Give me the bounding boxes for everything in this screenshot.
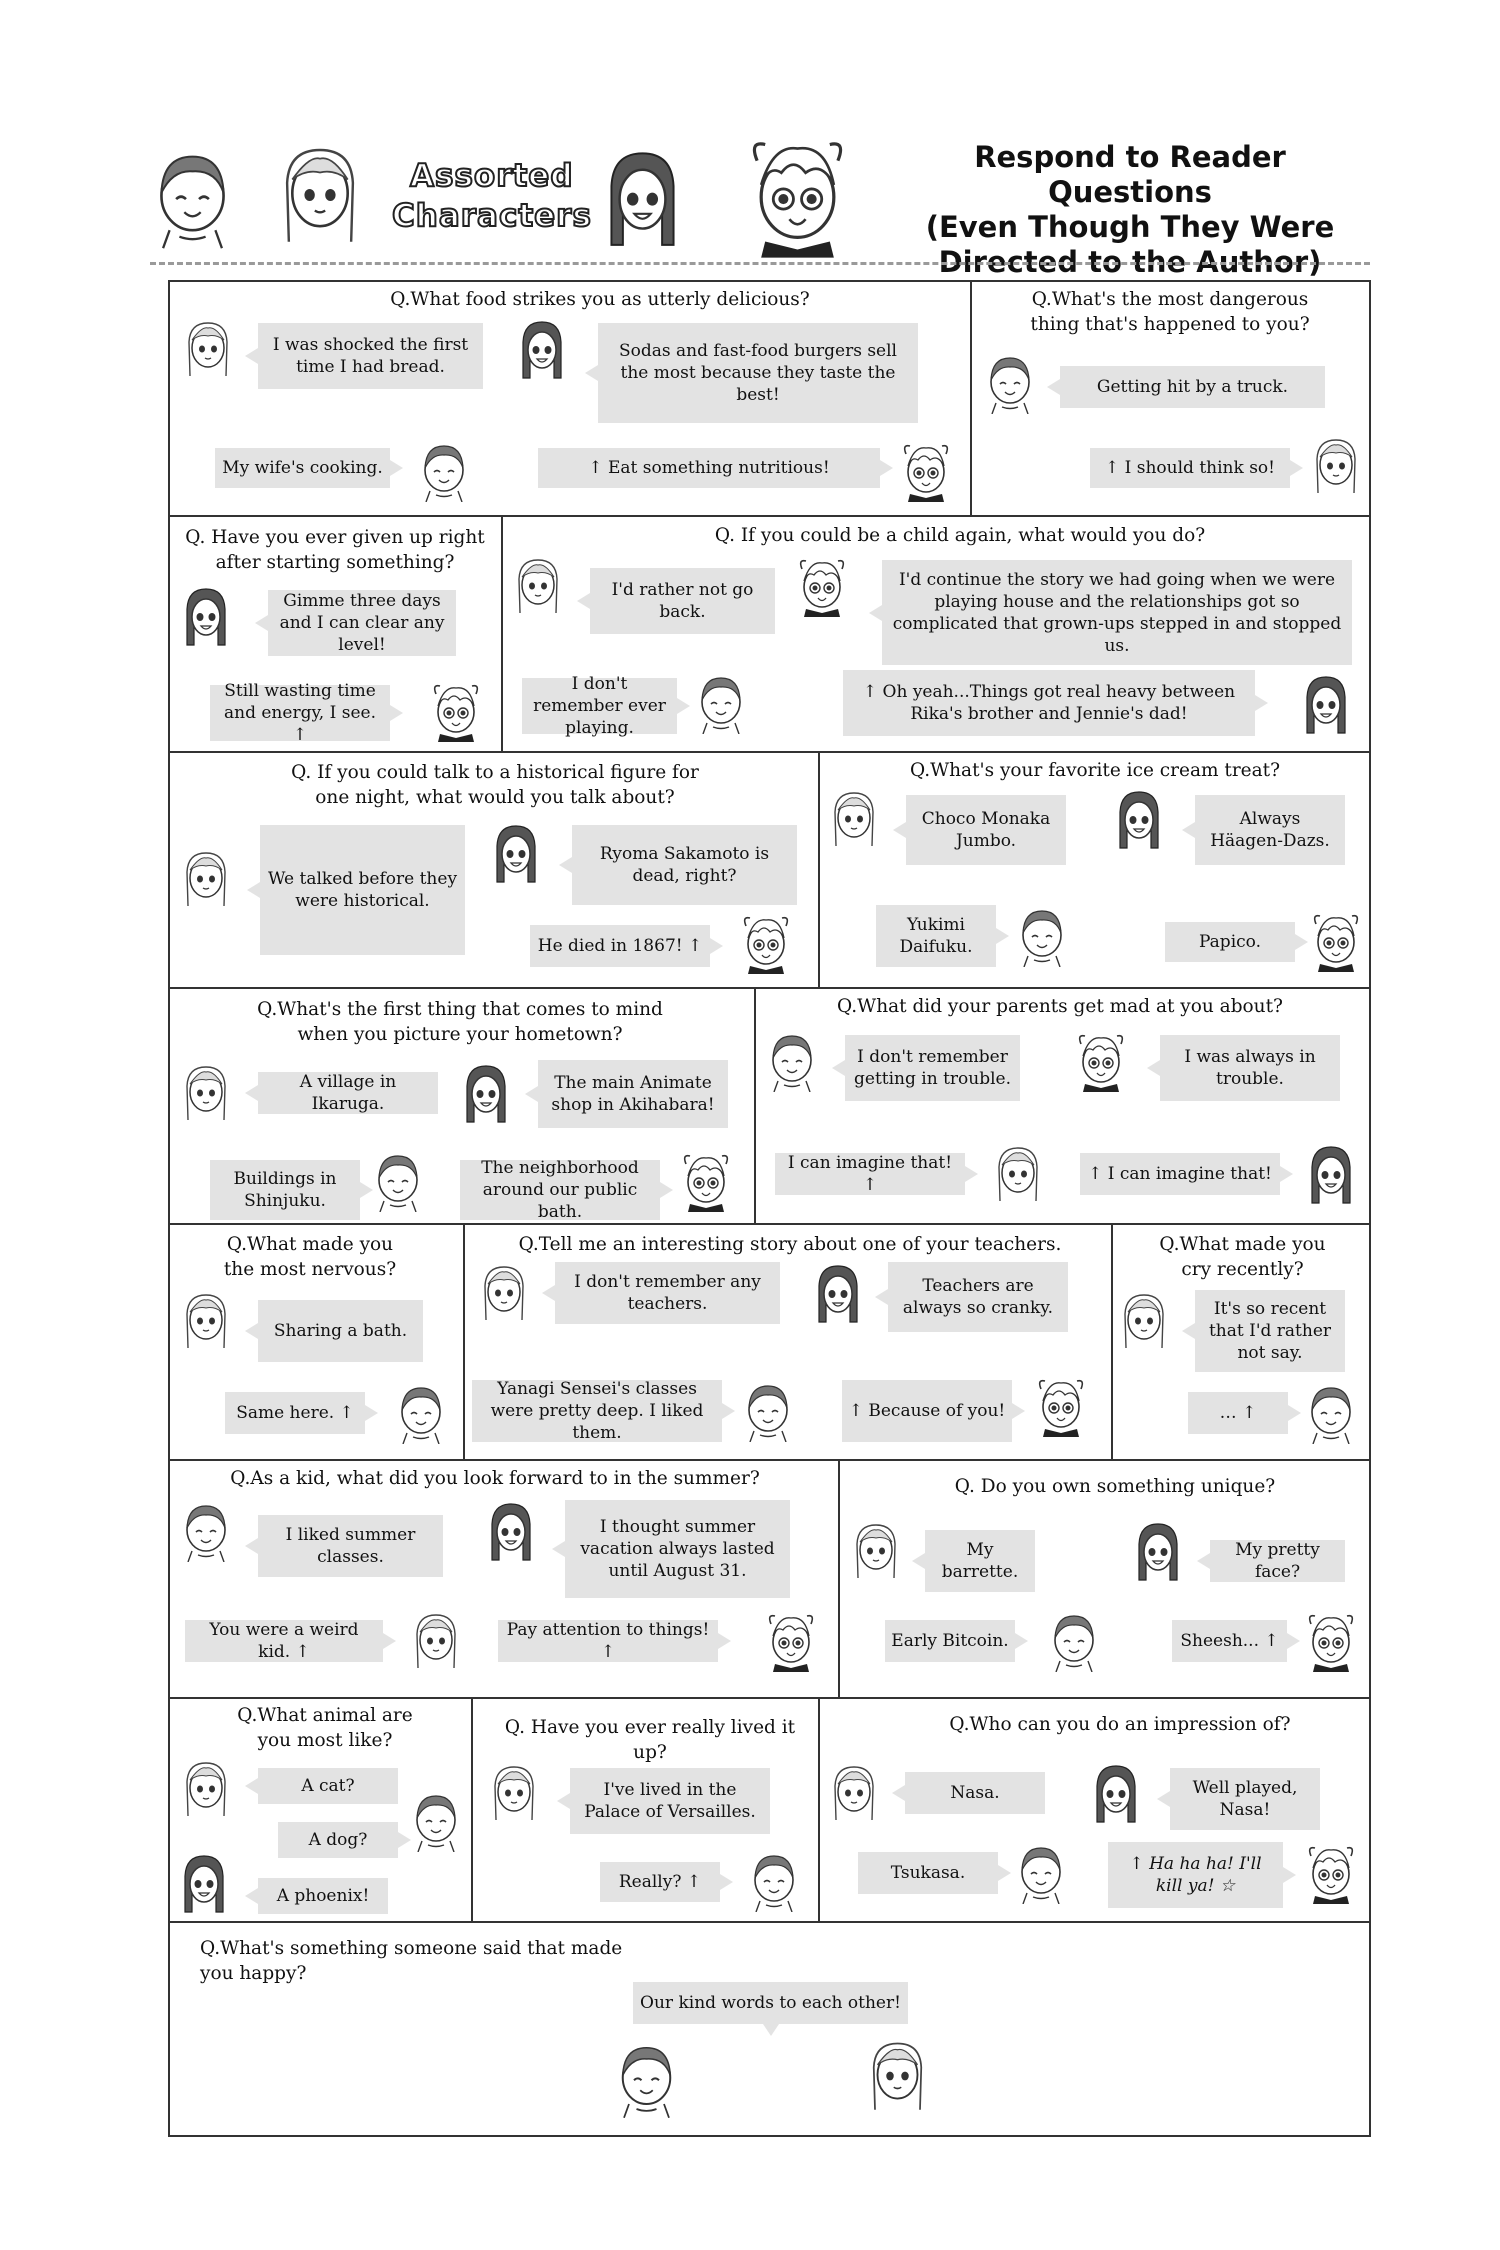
- speech-bubble: Papico.: [1165, 922, 1295, 962]
- question-13: Q. Do you own something unique?: [954, 1476, 1276, 1497]
- character-face: [180, 1062, 232, 1124]
- character-face: [1016, 905, 1068, 967]
- character-face: [478, 1262, 530, 1324]
- speech-bubble: The neighborhood around our public bath.: [460, 1160, 660, 1220]
- character-face: [984, 352, 1036, 414]
- question-7: Q.What's the first thing that comes to mind when you picture your hometown?: [257, 999, 663, 1045]
- question-3: Q. Have you ever given up right after starting something?: [185, 527, 485, 573]
- character-face: [1048, 1610, 1100, 1672]
- speech-bubble: Still wasting time and energy, I see. ↑: [210, 685, 390, 741]
- speech-bubble: ↑ Because of you!: [842, 1380, 1012, 1442]
- speech-bubble: ↑ Eat something nutritious!: [538, 448, 880, 488]
- speech-bubble: My wife's cooking.: [215, 448, 390, 488]
- character-face: [1305, 1382, 1357, 1444]
- character-face: [1310, 910, 1362, 972]
- character-face: [512, 555, 564, 617]
- question-8: Q.What did your parents get mad at you about?: [837, 996, 1283, 1017]
- speech-bubble: Well played, Nasa!: [1170, 1768, 1320, 1830]
- speech-bubble: I thought summer vacation always lasted until August 31.: [565, 1500, 790, 1598]
- character-face: [766, 1030, 818, 1092]
- speech-bubble: I can imagine that! ↑: [775, 1153, 965, 1195]
- question-5: Q. If you could talk to a historical figure for one night, what would you talk about?: [291, 762, 699, 808]
- question-11: Q.What made you cry recently?: [1159, 1234, 1326, 1280]
- question-9: Q.What made you the most nervous?: [223, 1234, 397, 1280]
- speech-bubble: Buildings in Shinjuku.: [210, 1160, 360, 1220]
- speech-bubble: We talked before they were historical.: [260, 825, 465, 955]
- header-character-4: [745, 130, 850, 260]
- speech-bubble: My barrette.: [925, 1530, 1035, 1592]
- speech-bubble: Our kind words to each other!: [633, 1982, 908, 2024]
- logo-line-1: Assorted: [410, 158, 574, 194]
- speech-bubble: Pay attention to things! ↑: [498, 1620, 718, 1662]
- character-face: [485, 1500, 537, 1562]
- question-6: Q.What's your favorite ice cream treat?: [909, 760, 1281, 781]
- speech-bubble: Nasa.: [905, 1772, 1045, 1814]
- question-16: Q.Who can you do an impression of?: [949, 1714, 1291, 1735]
- character-face: [740, 912, 792, 974]
- speech-bubble: ↑ I can imagine that!: [1080, 1153, 1280, 1195]
- speech-bubble: … ↑: [1188, 1392, 1288, 1434]
- character-face: [180, 848, 232, 910]
- speech-bubble: Yanagi Sensei's classes were pretty deep. I liked them.: [472, 1380, 722, 1442]
- speech-bubble: Same here. ↑: [225, 1392, 365, 1434]
- speech-bubble: He died in 1867! ↑: [530, 925, 710, 967]
- header-character-1: [150, 135, 235, 260]
- character-face: [180, 1500, 232, 1562]
- speech-bubble: I was shocked the first time I had bread.: [258, 323, 483, 389]
- character-face: [1118, 1290, 1170, 1352]
- question-17: Q.What's something someone said that made you happy?: [200, 1938, 623, 1984]
- speech-bubble: The main Animate shop in Akihabara!: [538, 1060, 728, 1128]
- character-face: [1305, 1842, 1357, 1904]
- page-title: Respond to Reader Questions (Even Though They Were Directed to the Author): [925, 140, 1335, 279]
- speech-bubble: A phoenix!: [258, 1878, 388, 1914]
- character-face: [180, 1758, 232, 1820]
- character-face: [614, 2040, 679, 2118]
- character-face: [748, 1850, 800, 1912]
- character-face: [742, 1380, 794, 1442]
- header-character-2: [275, 130, 365, 260]
- speech-bubble: You were a weird kid. ↑: [185, 1620, 383, 1662]
- character-face: [900, 440, 952, 502]
- character-face: [1300, 673, 1352, 735]
- speech-bubble: My pretty face?: [1210, 1540, 1345, 1582]
- speech-bubble: I've lived in the Palace of Versailles.: [570, 1768, 770, 1834]
- character-face: [1305, 1143, 1357, 1205]
- character-face: [182, 318, 234, 380]
- speech-bubble: Really? ↑: [600, 1862, 720, 1902]
- speech-bubble: Teachers are always so cranky.: [888, 1262, 1068, 1332]
- character-face: [516, 318, 568, 380]
- character-face: [680, 1150, 732, 1212]
- question-1: Q.What food strikes you as utterly delicious?: [390, 289, 810, 310]
- character-face: [488, 1762, 540, 1824]
- speech-bubble: A cat?: [258, 1768, 398, 1804]
- speech-bubble: Tsukasa.: [858, 1852, 998, 1894]
- question-12: Q.As a kid, what did you look forward to in the summer?: [230, 1468, 760, 1489]
- header-divider: [150, 262, 1370, 265]
- speech-bubble: Choco Monaka Jumbo.: [906, 795, 1066, 865]
- speech-bubble: Ryoma Sakamoto is dead, right?: [572, 825, 797, 905]
- speech-bubble: ↑ I should think so!: [1090, 448, 1290, 488]
- speech-bubble: Getting hit by a truck.: [1060, 366, 1325, 408]
- speech-bubble: I'd rather not go back.: [590, 568, 775, 634]
- character-face: [850, 1520, 902, 1582]
- question-4: Q. If you could be a child again, what would you do?: [714, 525, 1206, 546]
- header-character-3: [600, 135, 685, 260]
- speech-bubble: A dog?: [278, 1822, 398, 1858]
- character-face: [812, 1262, 864, 1324]
- speech-bubble: I liked summer classes.: [258, 1515, 443, 1577]
- character-face: [418, 440, 470, 502]
- character-face: [410, 1790, 462, 1852]
- character-face: [460, 1062, 512, 1124]
- character-face: [1015, 1842, 1067, 1904]
- character-face: [828, 788, 880, 850]
- character-face: [1113, 788, 1165, 850]
- character-face: [765, 1610, 817, 1672]
- speech-bubble: Yukimi Daifuku.: [876, 905, 996, 967]
- character-face: [180, 1290, 232, 1352]
- question-14: Q.What animal are you most like?: [237, 1705, 413, 1751]
- character-face: [865, 2035, 930, 2117]
- speech-bubble: Sharing a bath.: [258, 1300, 423, 1362]
- speech-bubble: Gimme three days and I can clear any level!: [268, 590, 456, 656]
- character-face: [178, 1852, 230, 1914]
- speech-bubble: It's so recent that I'd rather not say.: [1195, 1290, 1345, 1372]
- character-face: [796, 555, 848, 617]
- speech-bubble: Always Häagen-Dazs.: [1195, 795, 1345, 865]
- logo-line-2: Characters: [392, 198, 592, 234]
- character-face: [372, 1150, 424, 1212]
- character-face: [180, 585, 232, 647]
- character-face: [992, 1143, 1044, 1205]
- speech-bubble: Sodas and fast-food burgers sell the most because they taste the best!: [598, 323, 918, 423]
- speech-bubble: I was always in trouble.: [1160, 1035, 1340, 1101]
- question-10: Q.Tell me an interesting story about one of your teachers.: [518, 1234, 1062, 1255]
- character-face: [828, 1762, 880, 1824]
- speech-bubble: I don't remember getting in trouble.: [845, 1035, 1020, 1101]
- character-face: [410, 1610, 462, 1672]
- question-15: Q. Have you ever really lived it up?: [504, 1717, 796, 1763]
- speech-bubble: A village in Ikaruga.: [258, 1072, 438, 1114]
- speech-bubble: I don't remember ever playing.: [522, 678, 677, 734]
- character-face: [430, 680, 482, 742]
- character-face: [1090, 1762, 1142, 1824]
- character-face: [1035, 1375, 1087, 1437]
- speech-bubble: ↑ Oh yeah...Things got real heavy between Rika's brother and Jennie's dad!: [843, 670, 1255, 736]
- character-face: [1305, 1610, 1357, 1672]
- speech-bubble: Sheesh... ↑: [1172, 1620, 1287, 1662]
- character-face: [1075, 1030, 1127, 1092]
- speech-bubble: I don't remember any teachers.: [555, 1262, 780, 1324]
- character-face: [695, 672, 747, 734]
- character-face: [1310, 435, 1362, 497]
- speech-bubble: Early Bitcoin.: [885, 1620, 1015, 1662]
- character-face: [490, 822, 542, 884]
- speech-bubble: ↑ Ha ha ha! I'll kill ya! ☆: [1108, 1842, 1283, 1908]
- question-2: Q.What's the most dangerous thing that's happened to you?: [1030, 289, 1310, 335]
- character-face: [1132, 1520, 1184, 1582]
- character-face: [395, 1382, 447, 1444]
- speech-bubble: I'd continue the story we had going when we were playing house and the relationships got so complicated that grown-ups stepped in and stopped us.: [882, 560, 1352, 665]
